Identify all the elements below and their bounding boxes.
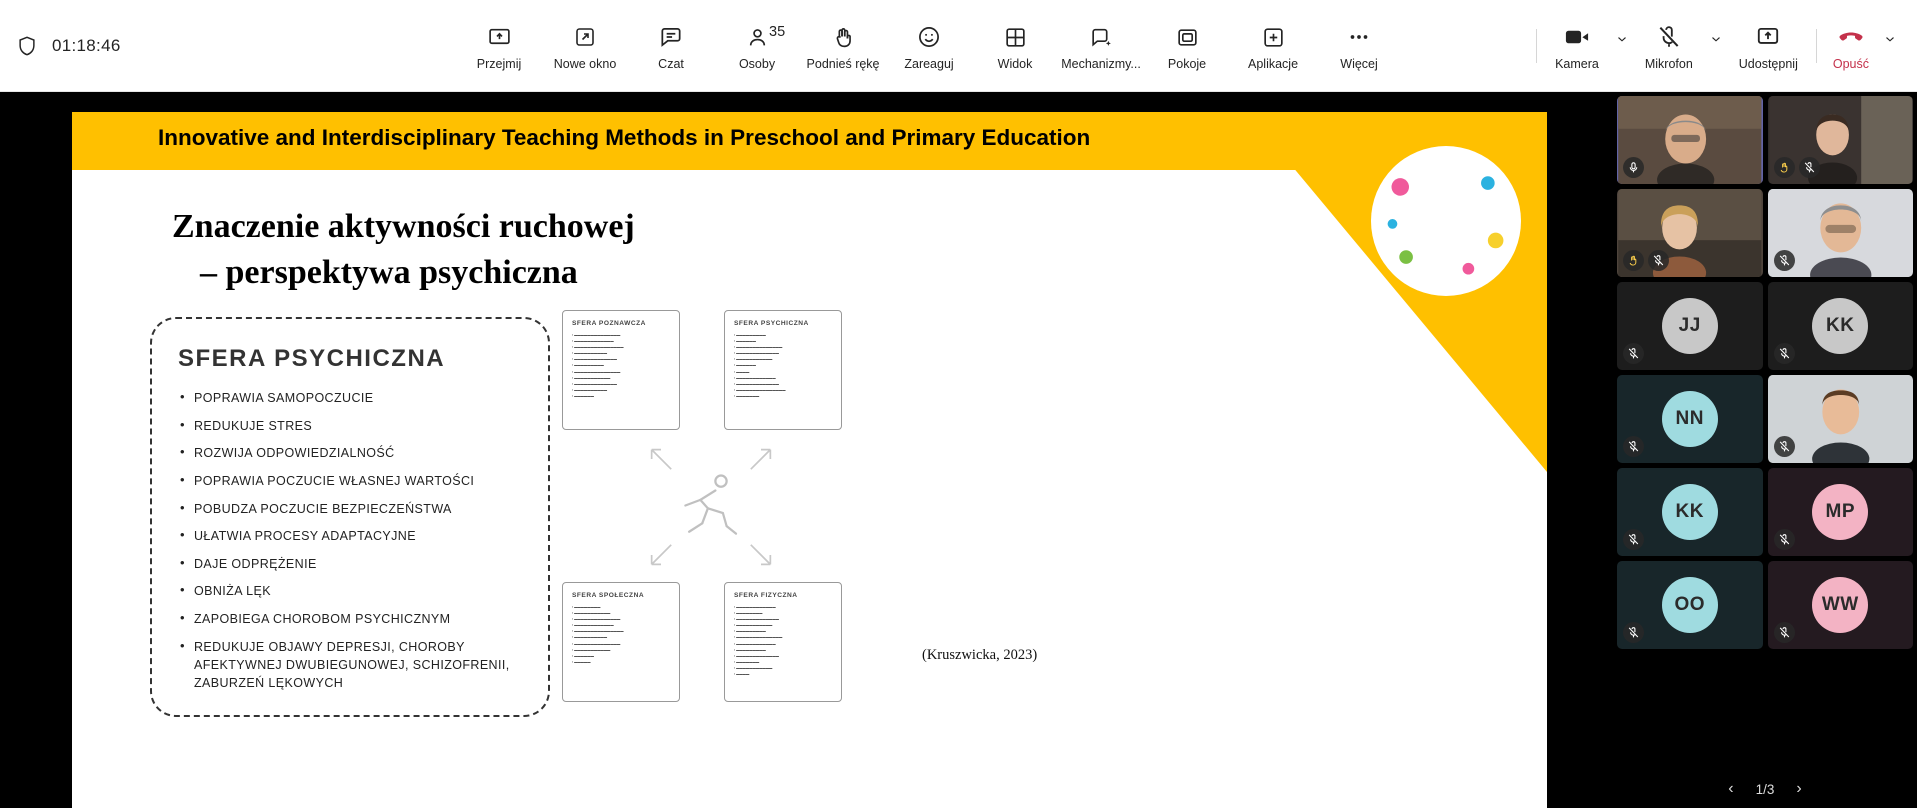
microphone-off-icon	[1774, 436, 1795, 457]
microphone-off-icon	[1623, 622, 1644, 643]
toolbar-label-people: Osoby	[738, 57, 776, 71]
microphone-button[interactable]	[1635, 18, 1703, 73]
toolbar-item-rooms[interactable]	[1145, 18, 1229, 73]
grid-view-icon	[998, 22, 1032, 52]
avatar	[1812, 298, 1868, 354]
open-new-window-icon	[568, 22, 602, 52]
microphone-on-icon	[1623, 157, 1644, 178]
toolbar-left-group	[0, 34, 330, 58]
toolbar-right-group	[1528, 18, 1917, 73]
toolbar-item-more[interactable]	[1317, 18, 1401, 73]
presentation-slide	[72, 112, 1547, 808]
hangup-icon	[1834, 22, 1868, 52]
diagram-box-poznawcza	[562, 310, 680, 430]
camera-label: Kamera	[1555, 57, 1599, 71]
meeting-toolbar	[0, 0, 1917, 92]
arrow-down-right-icon	[744, 538, 778, 577]
toolbar-divider	[1536, 29, 1537, 63]
toolbar-label-more: Więcej	[1340, 57, 1378, 71]
toolbar-item-raise-hand[interactable]	[801, 18, 885, 73]
apps-plus-icon	[1256, 22, 1290, 52]
leave-label: Opuść	[1832, 57, 1869, 71]
participant-tile[interactable]	[1768, 561, 1914, 649]
avatar-initials: JJ	[1678, 315, 1701, 336]
diagram-box-lines: ▪ ▬▬▬▬▬▬▬▬▬▬▬▬▬▬ ▪ ▬▬▬▬▬▬▬▬▬▬▬▬ ▪ ▬▬▬▬▬▬▬▬▬▬▬▬▬▬▬ ▪ ▬▬▬▬▬▬▬▬▬▬ ▪ ▬▬▬▬▬▬▬▬▬▬▬▬▬ ▪ ▬▬▬▬▬▬▬▬▬ ▪ ▬▬▬▬▬▬▬▬▬▬▬▬▬▬ ▪ ▬▬▬▬▬▬▬▬▬▬▬ ▪ ▬▬▬▬▬▬▬▬▬▬▬▬▬ ▪ ▬▬▬▬▬▬▬▬▬▬ ▪ ▬▬▬▬▬▬	[572, 333, 624, 398]
microphone-chevron-down-icon[interactable]	[1703, 23, 1729, 69]
toolbar-label-apps: Aplikacje	[1248, 57, 1299, 71]
shared-content-stage[interactable]	[0, 92, 1615, 808]
chat-bubble-icon	[654, 22, 688, 52]
slide-citation: (Kruszwicka, 2023)	[922, 647, 1038, 663]
avatar-initials: NN	[1675, 408, 1704, 429]
participant-tile[interactable]	[1617, 468, 1763, 556]
microphone-off-icon	[1652, 22, 1686, 52]
toolbar-label-raise-hand: Podnieś rękę	[806, 57, 880, 71]
toolbar-item-chat[interactable]	[629, 18, 713, 73]
list-item: • REDUKUJE OBJAWY DEPRESJI, CHOROBY AFEKTYWNEJ DWUBIEGUNOWEJ, SCHIZOFRENII, ZABURZEŃ LĘKOWYCH	[178, 638, 526, 692]
present-screen-icon	[482, 22, 516, 52]
more-ellipsis-icon	[1342, 22, 1376, 52]
avatar-initials: OO	[1674, 594, 1706, 615]
toolbar-item-present[interactable]	[457, 18, 541, 73]
slide-banner-title: Innovative and Interdisciplinary Teaching Methods in Preschool and Primary Education	[158, 125, 1091, 150]
participant-tile[interactable]	[1768, 96, 1914, 184]
diagram-box-title: SFERA POZNAWCZA	[572, 320, 646, 327]
arrow-up-right-icon	[744, 442, 778, 481]
microphone-off-icon	[1623, 529, 1644, 550]
share-screen-icon	[1751, 22, 1785, 52]
raise-hand-icon	[1623, 250, 1644, 271]
participant-tile[interactable]	[1768, 375, 1914, 463]
diagram-box-spoleczna	[562, 582, 680, 702]
microphone-off-icon	[1774, 343, 1795, 364]
meeting-timer: 01:18:46	[52, 35, 121, 55]
avatar	[1812, 577, 1868, 633]
participants-pager	[1617, 770, 1913, 808]
participant-tile[interactable]	[1768, 189, 1914, 277]
share-button[interactable]	[1729, 18, 1808, 73]
participant-tile[interactable]	[1617, 282, 1763, 370]
diagram-box-title: SFERA FIZYCZNA	[734, 592, 798, 599]
microphone-off-icon	[1623, 343, 1644, 364]
avatar-initials: MP	[1825, 501, 1855, 522]
slide-heading-line-1: Znaczenie aktywności ruchowej	[172, 208, 635, 245]
microphone-off-icon	[1774, 529, 1795, 550]
list-item: • REDUKUJE STRES	[178, 417, 526, 435]
list-item: • POPRAWIA POCZUCIE WŁASNEJ WARTOŚCI	[178, 472, 526, 490]
avatar-initials: KK	[1826, 315, 1855, 336]
camera-icon	[1560, 22, 1594, 52]
avatar	[1662, 484, 1718, 540]
participant-tile[interactable]	[1617, 96, 1763, 184]
panel-list	[178, 389, 526, 692]
chevron-left-icon[interactable]: ‹	[1728, 780, 1734, 797]
avatar-initials: WW	[1821, 594, 1859, 615]
toolbar-divider-2	[1816, 29, 1817, 63]
avatar	[1662, 391, 1718, 447]
avatar-initials: KK	[1675, 501, 1704, 522]
list-item: • DAJE ODPRĘŻENIE	[178, 555, 526, 573]
avatar	[1662, 298, 1718, 354]
leave-button[interactable]	[1825, 18, 1877, 73]
microphone-off-icon	[1623, 436, 1644, 457]
slide-heading	[172, 204, 635, 296]
diagram-box-psychiczna	[724, 310, 842, 430]
breakout-rooms-icon	[1170, 22, 1204, 52]
slide-heading-line-2: – perspektywa psychiczna	[200, 253, 578, 291]
diagram-box-lines: ▪ ▬▬▬▬▬▬▬▬▬▬▬▬ ▪ ▬▬▬▬▬▬▬▬ ▪ ▬▬▬▬▬▬▬▬▬▬▬▬▬ ▪ ▬▬▬▬▬▬▬▬▬▬▬ ▪ ▬▬▬▬▬▬▬▬▬ ▪ ▬▬▬▬▬▬▬▬▬▬▬▬▬▬ ▪ ▬▬▬▬▬▬▬▬▬▬▬▬ ▪ ▬▬▬▬▬▬▬▬▬ ▪ ▬▬▬▬▬▬▬▬▬▬▬▬▬ ▪ ▬▬▬▬▬▬▬ ▪ ▬▬▬▬▬▬▬▬▬▬▬ ▪ ▬▬▬▬	[734, 605, 783, 677]
participant-tile[interactable]	[1617, 561, 1763, 649]
microphone-label: Mikrofon	[1644, 57, 1693, 71]
participant-tile[interactable]	[1768, 282, 1914, 370]
chevron-right-icon[interactable]: ›	[1796, 780, 1802, 797]
diagram-box-lines: ▪ ▬▬▬▬▬▬▬▬▬ ▪ ▬▬▬▬▬▬ ▪ ▬▬▬▬▬▬▬▬▬▬▬▬▬▬ ▪ ▬▬▬▬▬▬▬▬▬▬▬▬▬ ▪ ▬▬▬▬▬▬▬▬▬▬▬ ▪ ▬▬▬▬▬▬ ▪ ▬▬▬▬ ▪ ▬▬▬▬▬▬▬▬▬▬▬▬ ▪ ▬▬▬▬▬▬▬▬▬▬▬▬▬ ▪ ▬▬▬▬▬▬▬▬▬▬▬▬▬▬▬ ▪ ▬▬▬▬▬▬▬	[734, 333, 786, 398]
participant-tile[interactable]	[1617, 375, 1763, 463]
list-item: • UŁATWIA PROCESY ADAPTACYJNE	[178, 527, 526, 545]
toolbar-label-view: Widok	[997, 57, 1033, 71]
list-item: • ZAPOBIEGA CHOROBOM PSYCHICZNYM	[178, 610, 526, 628]
people-count-badge: 35	[769, 24, 786, 40]
avatar	[1812, 484, 1868, 540]
shield-icon	[16, 34, 38, 58]
avatar	[1662, 577, 1718, 633]
share-label: Udostępnij	[1738, 57, 1798, 71]
toolbar-label-rooms: Pokoje	[1167, 57, 1207, 71]
toolbar-label-chat: Czat	[658, 57, 684, 71]
panel-title: SFERA PSYCHICZNA	[178, 345, 446, 372]
psychological-sphere-panel	[150, 317, 550, 717]
arrow-down-left-icon	[644, 538, 678, 577]
microphone-off-icon	[1774, 622, 1795, 643]
microphone-control	[1635, 18, 1729, 73]
list-item: • POPRAWIA SAMOPOCZUCIE	[178, 389, 526, 407]
camera-button[interactable]	[1545, 18, 1609, 73]
diagram-box-fizyczna	[724, 582, 842, 702]
participant-tile[interactable]	[1617, 189, 1763, 277]
diagram-box-title: SFERA PSYCHICZNA	[734, 320, 809, 327]
diagram-box-title: SFERA SPOŁECZNA	[572, 592, 645, 599]
list-item: • OBNIŻA LĘK	[178, 582, 526, 600]
running-person-icon	[666, 468, 746, 543]
learning-by-moving-logo	[1373, 148, 1519, 294]
pager-label: 1/3	[1755, 781, 1775, 797]
toolbar-label-react: Zareaguj	[904, 57, 954, 71]
toolbar-label-new-window: Nowe okno	[553, 57, 617, 71]
microphone-off-icon	[1799, 157, 1820, 178]
camera-chevron-down-icon[interactable]	[1609, 23, 1635, 69]
toolbar-item-mechanisms[interactable]	[1059, 18, 1143, 73]
toolbar-item-people[interactable]	[715, 18, 799, 73]
participants-rail	[1615, 92, 1917, 808]
toolbar-item-view[interactable]	[973, 18, 1057, 73]
toolbar-item-apps[interactable]	[1231, 18, 1315, 73]
list-item: • ROZWIJA ODPOWIEDZIALNOŚĆ	[178, 444, 526, 462]
microphone-off-icon	[1648, 250, 1669, 271]
raise-hand-icon	[1774, 157, 1795, 178]
list-item: • POBUDZA POCZUCIE BEZPIECZEŃSTWA	[178, 500, 526, 518]
participant-tile[interactable]	[1768, 468, 1914, 556]
spheres-diagram	[562, 310, 862, 705]
toolbar-item-new-window[interactable]	[543, 18, 627, 73]
leave-chevron-down-icon[interactable]	[1877, 23, 1903, 69]
meeting-body	[0, 92, 1917, 808]
toolbar-label-present: Przejmij	[476, 57, 522, 71]
toolbar-center-group	[330, 18, 1528, 73]
toolbar-label-mechanisms: Mechanizmy...	[1061, 57, 1141, 71]
microphone-off-icon	[1774, 250, 1795, 271]
raise-hand-icon	[826, 22, 860, 52]
camera-control	[1545, 18, 1635, 73]
emoji-smile-icon	[912, 22, 946, 52]
participants-grid	[1617, 96, 1913, 770]
toolbar-item-react[interactable]	[887, 18, 971, 73]
diagram-box-lines: ▪ ▬▬▬▬▬▬▬▬ ▪ ▬▬▬▬▬▬▬▬▬▬▬ ▪ ▬▬▬▬▬▬▬▬▬▬▬▬▬▬ ▪ ▬▬▬▬▬▬▬▬▬▬▬▬ ▪ ▬▬▬▬▬▬▬▬▬▬▬▬▬▬▬ ▪ ▬▬▬▬▬▬▬▬▬▬ ▪ ▬▬▬▬▬▬▬▬▬▬▬▬▬▬ ▪ ▬▬▬▬▬▬▬▬▬▬▬ ▪ ▬▬▬▬▬▬ ▪ ▬▬▬▬▬	[572, 605, 624, 664]
effects-icon	[1084, 22, 1118, 52]
